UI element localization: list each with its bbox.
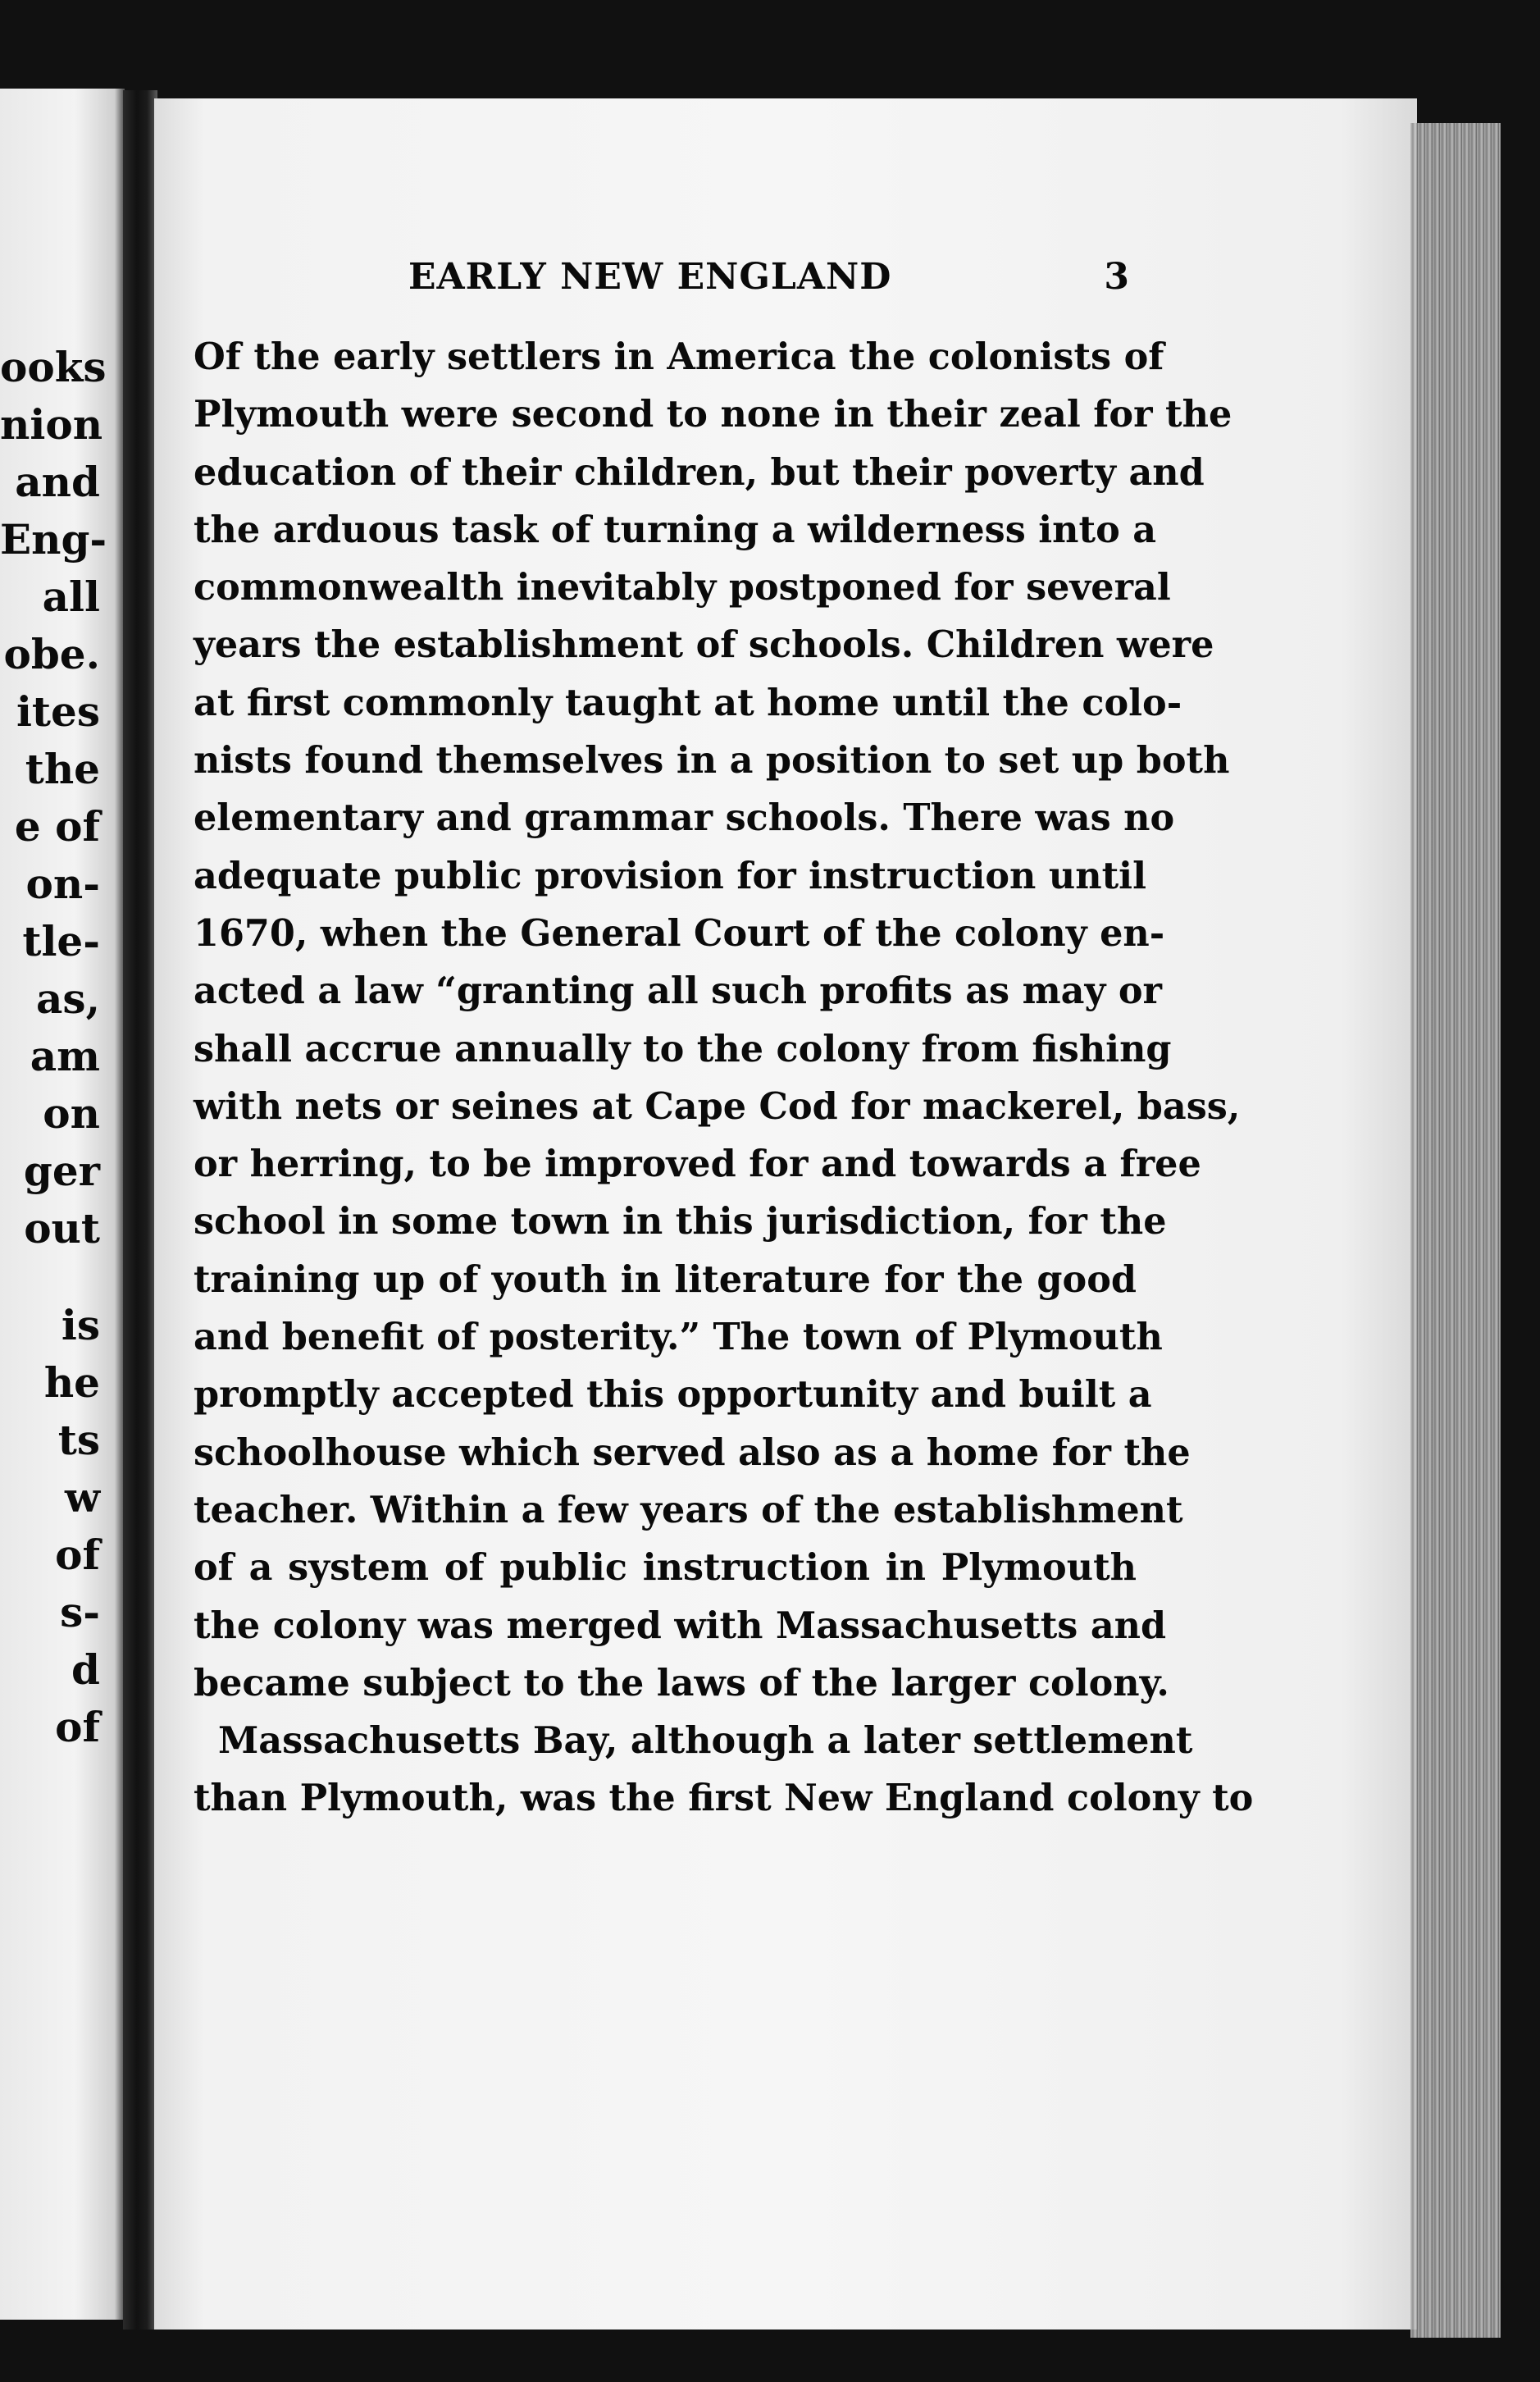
text-line: of a system of public instruction in Plymouth bbox=[194, 1546, 1137, 1590]
text-line: adequate public provision for instruction until bbox=[194, 854, 1146, 897]
previous-page-line: as, bbox=[36, 974, 100, 1023]
previous-page-line: ger bbox=[23, 1147, 100, 1195]
previous-page-line: s- bbox=[60, 1588, 100, 1636]
text-line: education of their children, but their poverty and bbox=[194, 450, 1205, 494]
text-line: and benefit of posterity.” The town of Plymouth bbox=[194, 1316, 1163, 1359]
book-gutter bbox=[123, 90, 157, 2330]
text-line: schoolhouse which served also as a home for the bbox=[194, 1431, 1191, 1474]
previous-page-line: ites bbox=[16, 687, 100, 736]
running-title: EARLY NEW ENGLAND bbox=[408, 256, 892, 298]
previous-page-line: the bbox=[25, 745, 100, 793]
text-line: commonwealth inevitably postponed for several bbox=[194, 566, 1171, 609]
text-line: Plymouth were second to none in their zeal for the bbox=[194, 393, 1232, 436]
page-number: 3 bbox=[1104, 256, 1130, 298]
text-line: nists found themselves in a position to set up both bbox=[194, 739, 1230, 783]
previous-page-line: e of bbox=[14, 802, 100, 851]
text-line: promptly accepted this opportunity and built a bbox=[194, 1373, 1152, 1417]
previous-page-line: ooks bbox=[0, 343, 107, 391]
previous-page-line: and bbox=[15, 458, 100, 506]
previous-page-line: ts bbox=[57, 1416, 100, 1464]
text-line: training up of youth in literature for the good bbox=[194, 1257, 1137, 1301]
previous-page-line: of bbox=[55, 1531, 100, 1579]
text-line: 1670, when the General Court of the colony en- bbox=[194, 911, 1165, 955]
text-line: the colony was merged with Massachusetts and bbox=[194, 1604, 1167, 1647]
text-line: Of the early settlers in America the colonists of bbox=[194, 335, 1164, 378]
paragraph bbox=[194, 328, 1241, 1712]
previous-page-line: is bbox=[61, 1301, 100, 1349]
previous-page-line: obe. bbox=[3, 630, 100, 678]
previous-page-line: w bbox=[64, 1473, 100, 1522]
text-line: Massachusetts Bay, although a later settlement bbox=[218, 1719, 1193, 1763]
text-line: at first commonly taught at home until the colo- bbox=[194, 681, 1182, 724]
previous-page-line bbox=[0, 1257, 115, 1297]
previous-page-line: on bbox=[43, 1089, 100, 1138]
previous-page-fragment bbox=[0, 89, 125, 2320]
paragraph bbox=[194, 1712, 1254, 1828]
text-line: school in some town in this jurisdiction, for the bbox=[194, 1200, 1167, 1243]
previous-page-line: Eng- bbox=[0, 515, 107, 564]
previous-page-line: tle- bbox=[22, 917, 100, 965]
text-line: became subject to the laws of the larger colony. bbox=[194, 1661, 1169, 1704]
previous-page-text bbox=[0, 339, 115, 1756]
previous-page-line: he bbox=[43, 1358, 100, 1407]
previous-page-line: all bbox=[42, 573, 100, 621]
previous-page-line: am bbox=[30, 1032, 100, 1080]
text-line: the arduous task of turning a wilderness into a bbox=[194, 508, 1157, 551]
text-line: teacher. Within a few years of the establishment bbox=[194, 1488, 1183, 1531]
text-line: acted a law “granting all such profits as may or bbox=[194, 970, 1162, 1013]
previous-page-line: out bbox=[24, 1204, 100, 1253]
page-header bbox=[408, 256, 1130, 305]
text-line: elementary and grammar schools. There was no bbox=[194, 796, 1175, 840]
previous-page-line: of bbox=[55, 1703, 100, 1751]
previous-page-line: nion bbox=[0, 400, 103, 449]
body-text bbox=[194, 328, 1254, 1828]
page-edges bbox=[1410, 123, 1501, 2338]
text-line: with nets or seines at Cape Cod for mackerel, bass, bbox=[194, 1084, 1241, 1128]
text-line: or herring, to be improved for and towards a free bbox=[194, 1143, 1201, 1186]
text-line: years the establishment of schools. Children were bbox=[194, 623, 1214, 667]
previous-page-line: on- bbox=[25, 860, 100, 908]
previous-page-line: d bbox=[71, 1645, 100, 1694]
text-line: shall accrue annually to the colony from fishing bbox=[194, 1027, 1172, 1070]
text-line: than Plymouth, was the first New England colony to bbox=[194, 1777, 1254, 1820]
